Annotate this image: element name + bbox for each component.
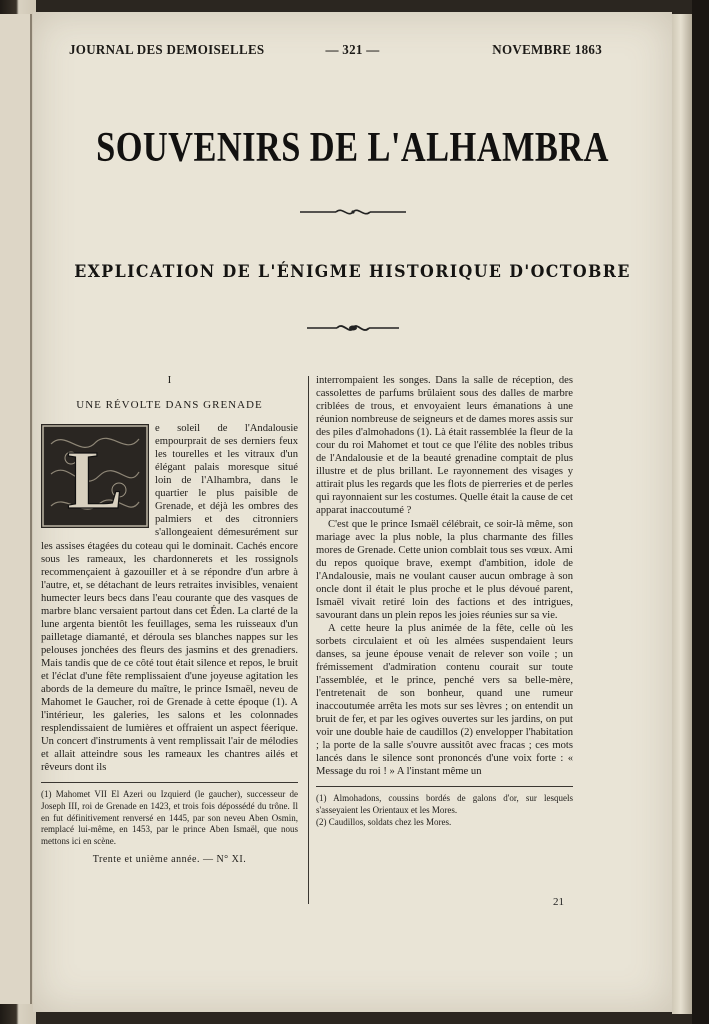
issue-footer: Trente et unième année. — N° XI. bbox=[92, 854, 247, 866]
left-column bbox=[41, 374, 298, 866]
body-paragraph: C'est que le prince Ismaël célébrait, ce soir-là même, son mariage avec la plus noble, la plus charmante des filles mores de Grenade. Cette union comblait tous ses vœux. Ami du repos quoique brave, exempt d'ambition, idole de l'Andalousie, mais ne voulant causer aucun ombrage à son oncle dont il était le plus proche et le plus dévoué parent, Ismaël vivait retiré loin des factions et des intrigues, savourant dans un plein repos les joies réunies sur sa vie. bbox=[316, 518, 573, 621]
ornament-divider-top bbox=[33, 204, 672, 223]
body-paragraph: A cette heure la plus animée de la fête, celle où les sorbets circulaient et où les almées suspendaient leurs danses, sa jeune épouse venait de relever son voile ; un frémissement d'admiration contenu courait sur toute l'assemblée, et le prince, penché vers sa belle-mère, l'entretenait de son bonheur, quand une rumeur inaccoutumée arrêta les mots sur ses lèvres ; on entendit un bruit de fer, et par les ogives ouvertes sur les jardins, on put voir une double haie de caudillos (2) envelopper l'habitation ; la porte de la salle s'ouvre aussitôt avec fracas ; ces mots lancés dans le silence sont prononcés d'une voix forte : « Message du roi ! » A l'instant même un bbox=[316, 622, 573, 778]
footnote-rule bbox=[316, 786, 573, 787]
svg-text:L: L bbox=[66, 434, 124, 528]
decorative-initial-letter bbox=[41, 424, 149, 528]
page-number: — 321 — bbox=[325, 41, 380, 58]
book-cover-edge bbox=[692, 0, 709, 1024]
footnote: (2) Caudillos, soldats chez les Mores. bbox=[316, 816, 452, 827]
column-divider bbox=[308, 376, 309, 904]
page-stack-edge bbox=[672, 14, 694, 1014]
body-paragraph: interrompaient les songes. Dans la salle de réception, des cassolettes de parfums brûlaient sous des dalles de marbre criblées de trous, et envoyaient leurs émanations à une réunion nombreuse de seigneurs et de dames mores assis sur des piles d'almohadons (1). Là était rassemblée la fleur de la cour du roi Mahomet et tout ce que l'élite des nobles tribus de l'Andalousie et de la beauté grenadine comptait de plus illustre et de plus brillant. Le rayonnement des visages y attirait plus les regards que les flots de pierreries et de perles qui rayonnaient sur les costumes. Quelle était la cause de cet apparat inaccoutumé ? bbox=[316, 375, 573, 517]
running-header-right: NOVEMBRE 1863 bbox=[492, 41, 602, 58]
body-paragraph: e soleil de l'Andalousie empourprait de ses derniers feux les tourelles et les vitraux d'un élégant palais moresque situé loin de l'Alhambra, dans le quartier le plus paisible de Grenade, et déjà les ombres des palmiers et des citronniers s'allongeaient démesurément sur les assises étagées du coteau qui le dominait. Cachés encore sous les rameaux, les chardonnerets et les rossignols recommençaient à gazouiller et à se répondre d'un arbre à l'autre, et, se détachant de leurs retraites invisibles, venaient humecter leurs becs dans l'eau courante que des vasques de marbre blanc versaient partout dans cet Éden. La clarté de la lune argenta bientôt les feuillages, sema les ruisseaux d'un pailletage diamanté, et déroula ses blanches nappes sur les pelouses jonchées des fleurs des jasmins et des grenadiers. Mais tandis que de ce côté tout était silence et repos, le bruit et l'éclat d'une fête remplissaient d'une joyeuse agitation les abords de la demeure du maître, le prince Ismaël, neveu de Mahomet le Gaucher, roi de Grenade à cette époque (1). A l'intérieur, les galeries, les salons et les colonnades resplendissaient de lumières et offraient un aspect féerique. Un concert d'instruments à vent remplissait l'air de mélodies et allait atteindre sous les rameaux les chantres ailés et rêveurs dont ils bbox=[41, 423, 298, 774]
running-header-left: JOURNAL DES DEMOISELLES bbox=[69, 41, 265, 58]
article-subtitle: EXPLICATION DE L'ÉNIGME HISTORIQUE D'OCTOBRE bbox=[74, 262, 631, 282]
section-number: I bbox=[167, 374, 172, 386]
article-title: SOUVENIRS DE L'ALHAMBRA bbox=[96, 125, 609, 171]
section-heading: UNE RÉVOLTE DANS GRENADE bbox=[76, 399, 263, 412]
right-column bbox=[316, 374, 573, 828]
signature-mark: 21 bbox=[553, 896, 564, 908]
footnote-rule bbox=[41, 782, 298, 783]
ornament-divider-bottom bbox=[33, 320, 672, 339]
footnote: (1) Almohadons, coussins bordés de galons d'or, sur lesquels s'asseyaient les Orientaux et les Mores. bbox=[316, 793, 573, 816]
footnote: (1) Mahomet VII El Azeri ou Izquierd (le gaucher), successeur de Joseph III, roi de Grenade en 1423, et trois fois dépossédé du trône. Il en fut définitivement renversé en 1445, par son neveu Aben Osmin, remplacé lui-même, en 1453, par le prince Aben Ismaël, que nous mettons ici en scène. bbox=[41, 789, 298, 846]
left-page-edge bbox=[0, 14, 32, 1004]
